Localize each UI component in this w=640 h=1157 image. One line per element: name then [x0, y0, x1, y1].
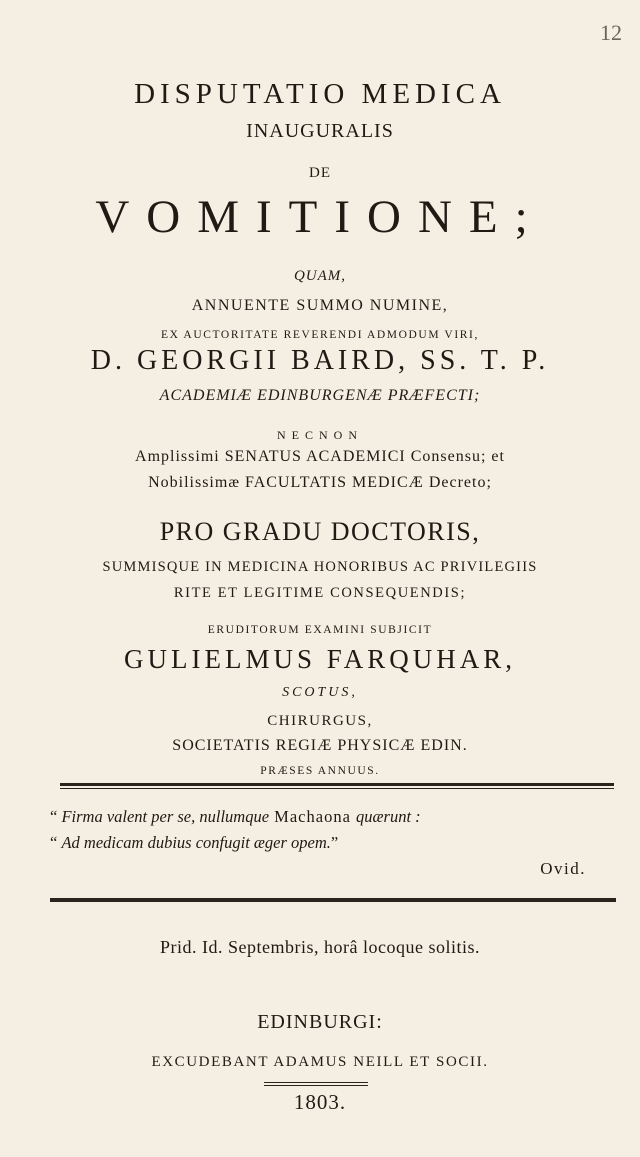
- page-number-mark: 12: [600, 20, 622, 45]
- text-amplissimi: Amplissimi SENATUS ACADEMICI Consensu; et: [135, 448, 505, 465]
- text-quam: QUAM,: [293, 268, 347, 284]
- imprint-city: EDINBURGI:: [257, 1011, 383, 1033]
- divider-short: [264, 1082, 368, 1086]
- text-necnon: NECNON: [277, 428, 363, 442]
- epigraph-attribution: Ovid.: [540, 859, 586, 878]
- author-role: PRÆSES ANNUUS.: [260, 765, 380, 777]
- epigraph-line-1-end: quærunt :: [356, 807, 421, 826]
- text-eruditorum: ERUDITORUM EXAMINI SUBJICIT: [207, 624, 433, 636]
- epigraph-close-quote: ”: [330, 833, 339, 852]
- text-pro-gradu: PRO GRADU DOCTORIS,: [159, 517, 481, 546]
- author-origin: SCOTUS,: [282, 685, 358, 700]
- text-georgii-baird: D. GEORGII BAIRD, SS. T. P.: [90, 345, 550, 376]
- text-academiae: ACADEMIÆ EDINBURGENÆ PRÆFECTI;: [159, 387, 481, 404]
- epigraph-open-quote-2: “: [50, 833, 62, 852]
- epigraph-line-1-italic: Firma valent per se, nullumque: [61, 807, 270, 826]
- imprint-printer: EXCUDEBANT ADAMUS NEILL ET SOCII.: [151, 1054, 489, 1070]
- text-rite: RITE ET LEGITIME CONSEQUENDIS;: [173, 585, 467, 601]
- text-annuente: ANNUENTE SUMMO NUMINE,: [191, 297, 449, 314]
- author-society: SOCIETATIS REGIÆ PHYSICÆ EDIN.: [172, 737, 468, 754]
- text-summisque: SUMMISQUE IN MEDICINA HONORIBUS AC PRIVILEGIIS: [102, 559, 538, 575]
- imprint-year: 1803.: [293, 1090, 347, 1114]
- divider-bottom: [50, 896, 616, 902]
- epigraph-open-quote: “: [50, 807, 62, 826]
- epigraph-line-2-italic: Ad medicam dubius confugit æger opem.: [61, 833, 331, 852]
- title-inauguralis: INAUGURALIS: [246, 120, 394, 142]
- epigraph-line-1: [50, 807, 421, 827]
- epigraph-line-2: [50, 833, 338, 853]
- author-name: GULIELMUS FARQUHAR,: [123, 644, 516, 674]
- title-disputatio-medica: DISPUTATIO MEDICA: [134, 78, 506, 110]
- title-vomitione: VOMITIONE;: [95, 191, 545, 243]
- epigraph-machaona: Machaona: [269, 807, 357, 826]
- title-de: DE: [309, 165, 331, 181]
- text-nobilissimae: Nobilissimæ FACULTATIS MEDICÆ Decreto;: [148, 474, 492, 491]
- text-ex-auctoritate: EX AUCTORITATE REVERENDI ADMODUM VIRI,: [161, 329, 479, 341]
- author-profession: CHIRURGUS,: [267, 713, 373, 729]
- divider-top: [60, 783, 614, 789]
- imprint-date: Prid. Id. Septembris, horâ locoque solitis.: [160, 937, 480, 957]
